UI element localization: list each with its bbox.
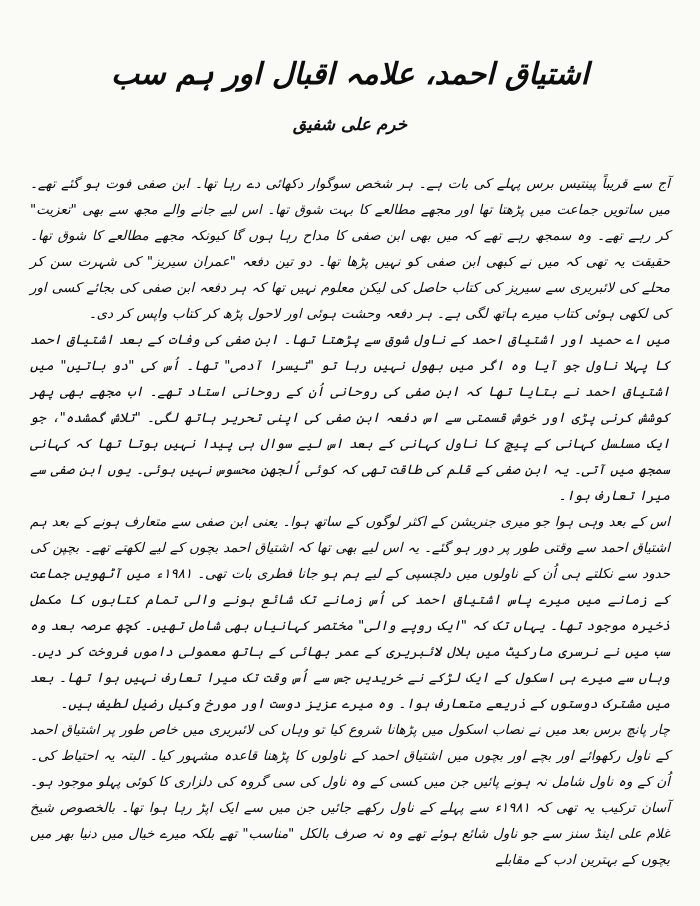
article-body	[0, 138, 700, 874]
paragraph: اس کے بعد وہی ہوا جو میری جنریشن کے اکثر لوگوں کے ساتھ ہوا۔ یعنی ابن صفی سے متعارف ہونے کے بعد ہم اشتیاق احمد سے وقتی طور پر دور ہو گئے۔ یہ اس لیے بھی تھا کہ اشتیاق احمد بچوں کے لیے لکھتے تھے۔ بچپن کی حدود سے نکلتے ہی اُن کے ناولوں میں دلچسپی کے لیے ہم ہو جانا فطری بات تھی۔ ۱۹۸۱ء میں آٹھویں جماعت کے زمانے میں میرے پاس اشتیاق احمد کی اُس زمانے تک شائع ہونے والی تمام کتابوں کا مکمل ذخیرہ موجود تھا۔ یہاں تک کہ "ایک روپے والی" مختصر کہانیاں بھی شامل تھیں۔ کچھ عرصہ بعد وہ سب میں نے نرسری مارکیٹ میں ہلال لائبریری کے عمر بھائی کے ہاتھ معمولی داموں فروخت کر دیں۔ وہاں سے میرے ہی اسکول کے ایک لڑکے نے خریدیں جس سے اُس وقت تک میرا تعارف نہیں ہوا تھا۔ بعد میں مشترک دوستوں کے ذریعے متعارف ہوا۔ وہ میرے عزیز دوست اور مورخ وکیل رضیل لطیف ہیں۔	[30, 515, 670, 712]
paragraph: چار پانچ برس بعد میں نے نصاب اسکول میں پڑھانا شروع کیا تو وہاں کی لائبریری میں خاص طور پر اشتیاق احمد کے ناول رکھوائے اور بچے اور بچوں میں اشتیاق احمد کے ناولوں کا پڑھنا قاعدہ مشہور کیا۔ البتہ یہ احتیاط کی۔ اُن کے وہ ناول شامل نہ ہونے پائیں جن میں کسی کے وہ ناول کی سی گروہ کی دلزاری کا کوئی پہلو موجود ہو۔ آسان ترکیب یہ تھی کہ ۱۹۸۱ء سے پہلے کے ناول رکھے جائیں جن میں سے ایک اپڑ رہا ہوا تھا۔ بالخصوص شیخ غلام علی اینڈ سنز سے جو ناول شائع ہوئے تھے وہ نہ صرف بالکل "مناسب" تھے بلکہ میرے خیال میں دنیا بھر میں بچوں کے بہترین ادب کے مقابلے	[30, 723, 670, 868]
author-byline: خرم علی شفیق	[292, 114, 408, 135]
title-block	[0, 0, 700, 138]
page-title: اشتیاق احمد، علامہ اقبال اور ہم سب	[111, 57, 589, 92]
paragraph: آج سے قریباً پینتیس برس پہلے کی بات ہے۔ ہر شخص سوگوار دکھائی دے رہا تھا۔ ابن صفی فوت ہو گئے تھے۔ میں ساتویں جماعت میں پڑھتا تھا اور مجھے مطالعے کا بہت شوق تھا۔ اس لیے جانے والے مجھ سے بھی "تعزیت" کر رہے تھے۔ وہ سمجھ رہے تھے کہ میں بھی ابن صفی کا مداح رہا ہوں گا کیونکہ مجھے مطالعے کا شوق تھا۔ حقیقت یہ تھی کہ میں نے کبھی ابن صفی کو نہیں پڑھا تھا۔ دو تین دفعہ "عمران سیریز" کی شہرت سن کر محلے کی لائبریری سے سیریز کی کتاب حاصل کی لیکن معلوم نہیں تھا کہ ہر دفعہ ابن صفی کی بجائے کسی اور کی لکھی ہوئی کتاب میرے ہاتھ لگی ہے۔ ہر دفعہ وحشت ہوئی اور لاحول پڑھ کر کتاب واپس کر دی۔	[30, 177, 670, 322]
paragraph: میں اے حمید اور اشتیاق احمد کے ناول شوق سے پڑھتا تھا۔ ابن صفی کی وفات کے بعد اشتیاق احمد کا پہلا ناول جو آیا وہ اگر میں بھول نہیں رہا تو "تیسرا آدمی" تھا۔ اُس کی "دو باتیں" میں اشتیاق احمد نے بتایا تھا کہ ابن صفی کی روحانی اُن کے روحانی استاد تھے۔ اب مجھے بھی پھر کوشش کرنی پڑی اور خوش قسمتی سے اس دفعہ ابن صفی کی اپنی تحریر ہاتھ لگی۔ "تلاش گمشدہ"، جو ایک مسلسل کہانی کے پیچ کا ناول کہانی کے بعد اس لیے سوال ہی پیدا نہیں ہوتا تھا کہ کہانی سمجھ میں آتی۔ یہ ابن صفی کے قلم کی طاقت تھی کہ کوئی اُلجھن محسوس نہیں ہوئی۔ یوں ابن صفی سے میرا تعارف ہوا۔	[30, 333, 670, 504]
